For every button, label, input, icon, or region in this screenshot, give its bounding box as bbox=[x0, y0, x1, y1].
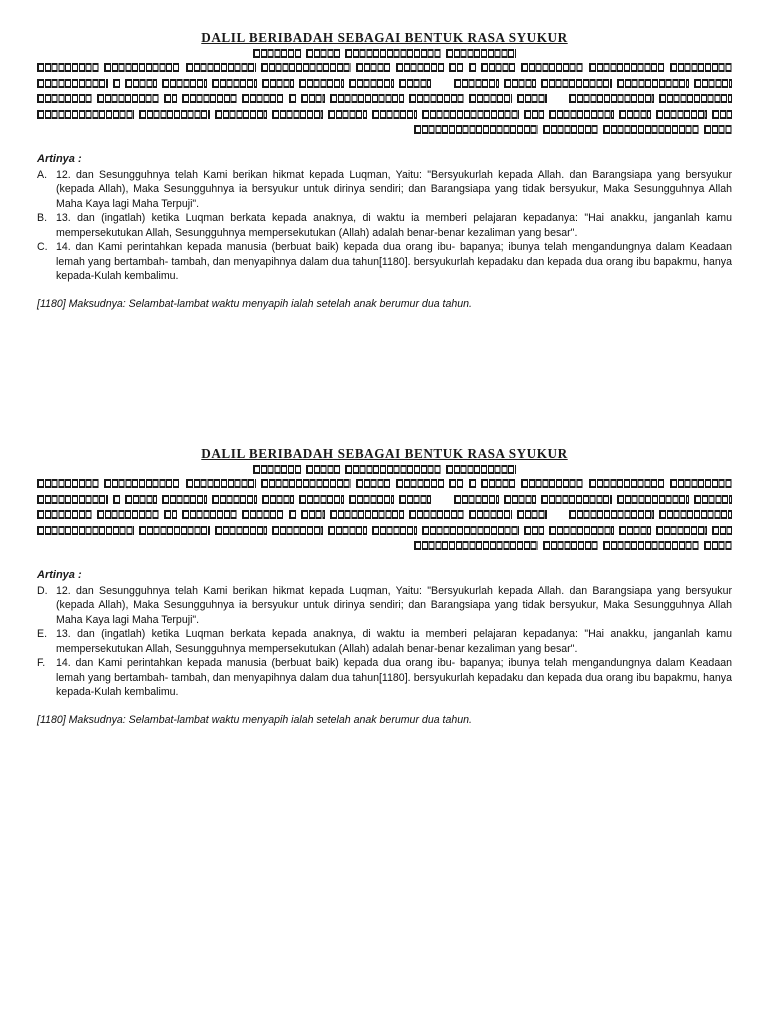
translation-item bbox=[37, 211, 732, 240]
artinya-label: Artinya : bbox=[37, 568, 82, 581]
translation-text: 14. dan Kami perintahkan kepada manusia (berbuat baik) kepada dua orang ibu- bapanya; ibunya telah mengandungnya dalam Keadaan lemah yang bertambah- tambah, dan menyapihnya dalam dua tahun[1180]. bersyukurlah kepadaku dan kepada dua orang ibu bapakmu, hanya kepada-Kulah kembalimu. bbox=[56, 657, 732, 698]
list-marker: A. bbox=[37, 168, 48, 181]
translation-text: 13. dan (ingatlah) ketika Luqman berkata kepada anaknya, di waktu ia memberi pelajaran kepadanya: "Hai anakku, janganlah kamu mempersekutukan Allah, Sesungguhnya mempersekutukan (Allah) adalah benar-benar kezaliman yang besar". bbox=[56, 628, 732, 655]
arabic-verse-unrendered bbox=[37, 60, 732, 138]
dalil-section-2 bbox=[37, 446, 732, 727]
translation-text: 12. dan Sesungguhnya telah Kami berikan hikmat kepada Luqman, Yaitu: "Bersyukurlah kepada Allah. dan Barangsiapa yang bersyukur (kepada Allah), Maka Sesungguhnya ia bersyukur untuk dirinya sendiri; dan Barangsiapa yang tidak bersyukur, Maka Sesungguhnya Allah Maha Kaya lagi Maha Terpuji". bbox=[56, 168, 732, 210]
translation-item bbox=[37, 240, 732, 284]
translation-item bbox=[37, 168, 732, 212]
list-marker: E. bbox=[37, 628, 48, 640]
arabic-subtitle-unrendered bbox=[37, 46, 732, 60]
translation-text: 14. dan Kami perintahkan kepada manusia (berbuat baik) kepada dua orang ibu- bapanya; ibunya telah mengandungnya dalam Keadaan lemah yang bertambah- tambah, dan menyapihnya dalam dua tahun[1180]. bersyukurlah kepadaku dan kepada dua orang ibu bapakmu, hanya kepada-Kulah kembalimu. bbox=[56, 241, 732, 282]
translation-text: 13. dan (ingatlah) ketika Luqman berkata kepada anaknya, di waktu ia memberi pelajaran kepadanya: "Hai anakku, janganlah kamu mempersekutukan Allah, Sesungguhnya mempersekutukan (Allah) adalah benar-benar kezaliman yang besar". bbox=[56, 212, 732, 239]
arabic-subtitle-unrendered bbox=[37, 462, 732, 476]
footnote: [1180] Maksudnya: Selambat-lambat waktu menyapih ialah setelah anak berumur dua tahun. bbox=[37, 297, 472, 310]
list-marker: C. bbox=[37, 241, 48, 253]
translation-item bbox=[37, 656, 732, 700]
list-marker: D. bbox=[37, 584, 48, 597]
artinya-label: Artinya : bbox=[37, 152, 82, 165]
dalil-section-1 bbox=[37, 30, 732, 311]
list-marker: B. bbox=[37, 212, 48, 224]
translation-text: 12. dan Sesungguhnya telah Kami berikan hikmat kepada Luqman, Yaitu: "Bersyukurlah kepada Allah. dan Barangsiapa yang bersyukur (kepada Allah), Maka Sesungguhnya ia bersyukur untuk dirinya sendiri; dan Barangsiapa yang tidak bersyukur, Maka Sesungguhnya Allah Maha Kaya lagi Maha Terpuji". bbox=[56, 584, 732, 626]
translation-list bbox=[37, 584, 732, 700]
section-title: DALIL BERIBADAH SEBAGAI BENTUK RASA SYUKUR bbox=[201, 446, 568, 461]
section-title: DALIL BERIBADAH SEBAGAI BENTUK RASA SYUKUR bbox=[201, 30, 568, 45]
footnote: [1180] Maksudnya: Selambat-lambat waktu menyapih ialah setelah anak berumur dua tahun. bbox=[37, 713, 472, 726]
arabic-verse-unrendered bbox=[37, 476, 732, 554]
translation-list bbox=[37, 168, 732, 284]
list-marker: F. bbox=[37, 657, 46, 669]
translation-item bbox=[37, 627, 732, 656]
translation-item bbox=[37, 584, 732, 628]
